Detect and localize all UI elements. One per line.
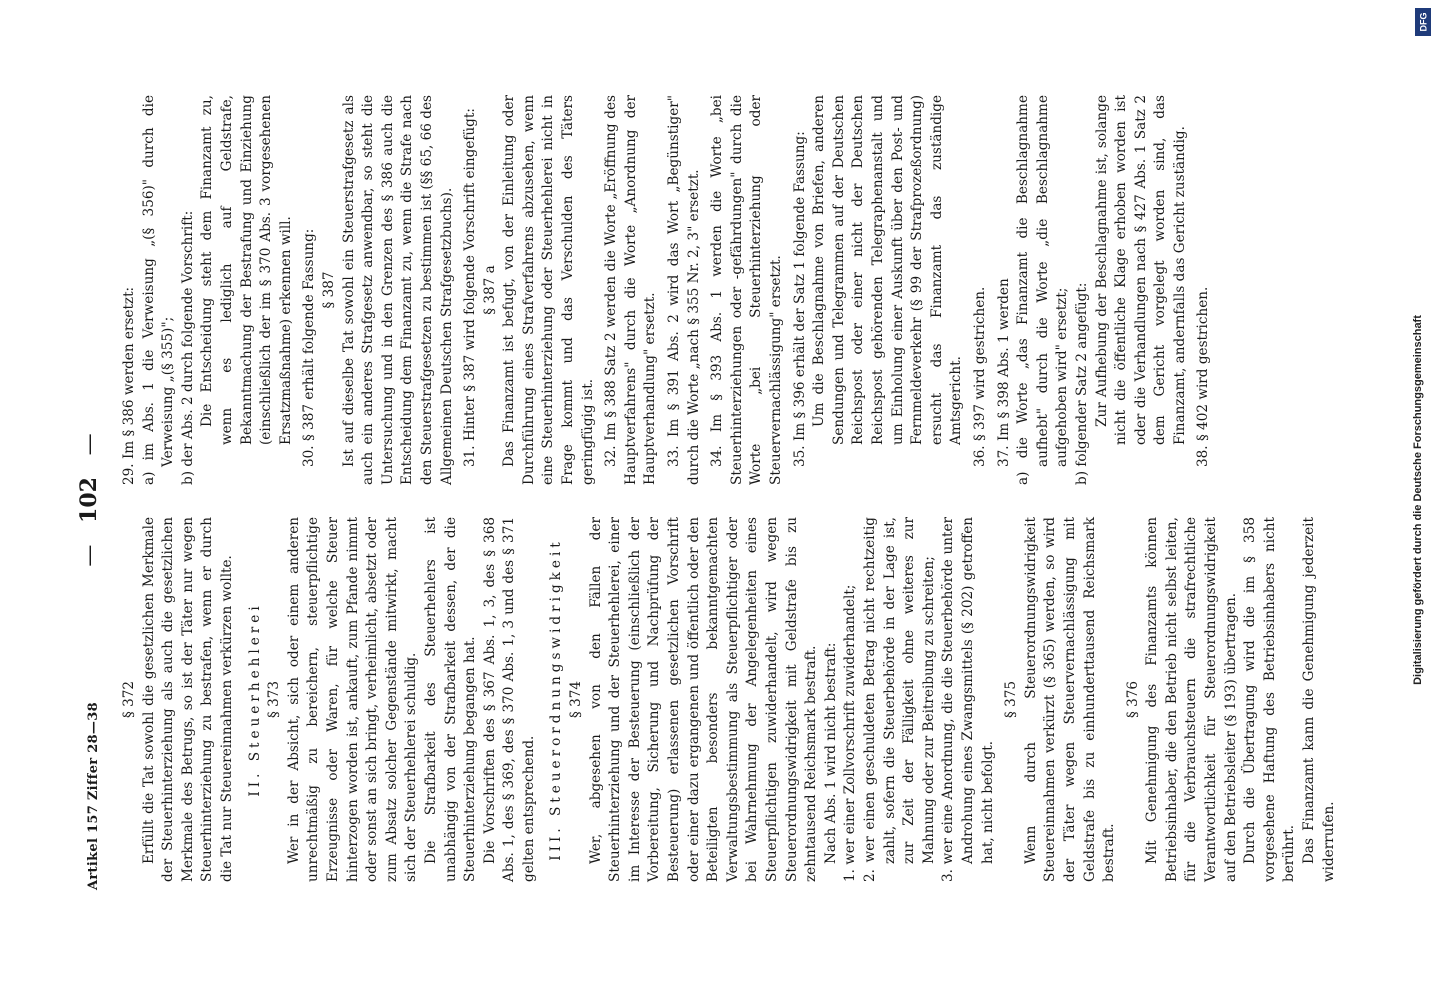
- amendment-text: Die Entscheidung steht dem Finanzamt zu, wenn es lediglich auf Geldstrafe, Bekanntmachung der Bestrafung und Einziehung (einschließlich der im § 370 Abs. 3 vorgesehenen Ersatzmaßnahme) erkennen will.: [199, 95, 294, 445]
- amendment-subitem: a) die Worte „das Finanzamt die Beschlagnahme aufhebt" durch die Worte „die Beschlagnahme aufgehoben wird" ersetzt;: [1015, 95, 1071, 485]
- list-item: 1. wer einer Zollvorschrift zuwiderhandelt;: [842, 584, 859, 882]
- article-reference: Artikel 157 Ziffer 28—38: [86, 702, 101, 890]
- amendment-item: 36. § 397 wird gestrichen.: [971, 286, 988, 467]
- paragraph: Die Strafbarkeit des Steuerhehlers ist unabhängig von der Strafbarkeit dessen, der die Steuerhinterziehung begangen hat.: [422, 517, 479, 882]
- paragraph: Erfüllt die Tat sowohl die gesetzlichen Merkmale der Steuerhinterziehung als auch die gesetzlichen Merkmale des Betrugs, so ist der Täter nur wegen Steuerhinterziehung zu bestrafen, wenn er durch die Tat nur Steuereinnahmen verkürzen wollte.: [140, 517, 235, 882]
- section-title: § 387 a: [481, 265, 498, 315]
- page-number-line: [76, 0, 102, 1000]
- amendment-item: 31. Hinter § 387 wird folgende Vorschrift eingefügt:: [462, 108, 479, 467]
- paragraph: Wenn durch Steuerordnungswidrigkeit Steuereinnahmen verkürzt (§ 365) werden, so wird der Täter wegen Steuervernachlässigung mit Geldstrafe bis zu einhunderttausend Reichsmark bestraft.: [1022, 517, 1118, 882]
- amendment-item: 37. Im § 398 Abs. 1 werden: [995, 278, 1012, 467]
- amendment-item: 29. Im § 386 werden ersetzt:: [121, 286, 137, 485]
- section-title: § 376: [1124, 680, 1141, 719]
- amendment-subitem: b) folgender Satz 2 angefügt:: [1073, 282, 1090, 485]
- paragraph: Wer, abgesehen von den Fällen der Steuerhinterziehung und der Steuerhehlerei, einer im Interesse der Besteuerung (einschließlich der Vorbereitung, Sicherung und Nachprüfung der Besteuerung) erlassenen gesetzlichen Vorschrift oder einer dazu ergangenen und öffentlich oder den Beteiligten besonders bekanntgemachten Verwaltungsbestimmung als Steuerpflichtiger oder bei Wahrnehmung der Angelegenheiten eines Steuerpflichtigen zuwiderhandelt, wird wegen Steuerordnungswidrigkeit mit Geldstrafe bis zu zehntausend Reichsmark bestraft.: [587, 517, 820, 882]
- section-title: § 387: [320, 271, 337, 309]
- list-item: 3. wer eine Anordnung, die die Steuerbehörde unter Androhung eines Zwangsmittels (§ 202) getroffen hat, nicht befolgt.: [940, 517, 996, 882]
- amendment-subitem: a) im Abs. 1 die Verweisung „(§ 356)" durch die Verweisung „(§ 355)";: [140, 95, 177, 485]
- amendment-subitem: b) der Abs. 2 durch folgende Vorschrift:: [179, 210, 196, 485]
- amendment-text: Ist auf dieselbe Tat sowohl ein Steuerstrafgesetz als auch ein anderes Strafgesetz anwendbar, so steht die Untersuchung und in den Grenzen des § 386 auch die Entscheidung dem Finanzamt zu, wenn die Strafe nach den Steuerstrafgesetzen zu bestimmen ist (§§ 65, 66 des Allgemeinen Deutschen Strafgesetzbuchs).: [340, 95, 455, 485]
- amendment-text: Um die Beschlagnahme von Briefen, anderen Sendungen und Telegrammen auf der Deutschen Reichspost oder einer nicht der Deutschen Reichspost gehörenden Telegraphenanstalt und um Einholung einer Auskunft über den Post- und Fernmeldeverkehr (§ 99 der Strafprozeßordnung) ersucht das Finanzamt das zuständige Amtsgericht.: [811, 95, 965, 445]
- dfg-logo-text: DFG: [1418, 12, 1428, 32]
- paragraph: Durch die Übertragung wird die im § 358 vorgesehene Haftung des Betriebsinhabers nicht berührt.: [1242, 517, 1298, 882]
- amendment-item: 34. Im § 393 Abs. 1 werden die Worte „bei Steuerhinterziehungen oder -gefährdungen" durch die Worte „bei Steuerhinterziehung oder Steuervernachlässigung" ersetzt.: [709, 95, 784, 485]
- paragraph: Wer in der Absicht, sich oder einem anderen unrechtmäßig zu bereichern, steuerpflichtige Erzeugnisse oder Waren, für welche Steuer hinterzogen worden ist, ankauft, zum Pfande nimmt oder sonst an sich bringt, verheimlicht, absetzt oder zum Absatz solcher Gegenstände mitwirkt, macht sich der Steuerhehlerei schuldig.: [285, 517, 420, 882]
- paragraph: Nach Abs. 1 wird nicht bestraft:: [822, 642, 839, 864]
- left-column: [120, 517, 1339, 882]
- right-column: [120, 95, 1214, 485]
- amendment-item: 38. § 402 wird gestrichen.: [1195, 286, 1212, 467]
- header-dash-right: —: [77, 433, 102, 456]
- amendment-item: 32. Im § 388 Satz 2 werden die Worte „Eröffnung des Hauptverfahrens" durch die Worte „Anordnung der Hauptverhandlung" ersetzt.: [603, 95, 659, 485]
- paragraph: Die Vorschriften des § 367 Abs. 1, 3, des § 368 Abs. 1, des § 369, des § 370 Abs. 1, 3 und des § 371 gelten entsprechend.: [481, 517, 537, 882]
- chapter-heading: II. Steuerhehlerei: [246, 602, 263, 797]
- dfg-logo: [1415, 8, 1431, 36]
- section-title: § 375: [1003, 680, 1020, 719]
- page-header: [0, 0, 102, 1000]
- amendment-text: Zur Aufhebung der Beschlagnahme ist, solange nicht die öffentliche Klage erhoben worden ist oder die Verhandlungen nach § 427 Abs. 1 Satz 2 dem Gericht vorgelegt worden sind, das Finanzamt, andernfalls das Gericht zuständig.: [1093, 95, 1188, 445]
- funding-notice: Digitalisierung gefördert durch die Deutsche Forschungsgemeinschaft: [1412, 315, 1424, 685]
- amendment-item: 33. Im § 391 Abs. 2 wird das Wort „Begünstiger" durch die Worte „nach § 355 Nr. 2, 3" ersetzt.: [666, 95, 702, 485]
- paragraph: Das Finanzamt kann die Genehmigung jederzeit widerrufen.: [1301, 517, 1337, 882]
- funding-sidebar: [1405, 0, 1431, 1000]
- amendment-text: Das Finanzamt ist befugt, von der Einleitung oder Durchführung eines Strafverfahrens abzusehen, wenn eine Steuerhinterziehung oder Steuerhehlerei nicht in Frage kommt und das Verschulden des Täters geringfügig ist.: [501, 95, 596, 485]
- section-title: § 372: [121, 680, 137, 719]
- section-title: § 374: [568, 680, 585, 719]
- chapter-heading: III. Steuerordnungswidrigkeit: [548, 538, 565, 861]
- page-number: 102: [76, 477, 102, 523]
- amendment-item: 35. Im § 396 erhält der Satz 1 folgende Fassung:: [791, 131, 808, 467]
- list-item: 2. wer einen geschuldeten Betrag nicht rechtzeitig zahlt, sofern die Steuerbehörde in der Lage ist, zur Zeit der Fälligkeit ohne weiteres zur Mahnung oder zur Beitreibung zu schreiten;: [861, 517, 937, 882]
- header-dash-left: —: [77, 544, 102, 567]
- paragraph: Mit Genehmigung des Finanzamts können Betriebsinhaber, die den Betrieb nicht selbst leiten, für die Verbrauchsteuern die strafrechtliche Verantwortlichkeit für Steuerordnungswidrigkeit auf den Betriebsleiter (§ 193) übertragen.: [1144, 517, 1239, 882]
- amendment-item: 30. § 387 erhält folgende Fassung:: [301, 228, 318, 467]
- section-title: § 373: [266, 680, 283, 719]
